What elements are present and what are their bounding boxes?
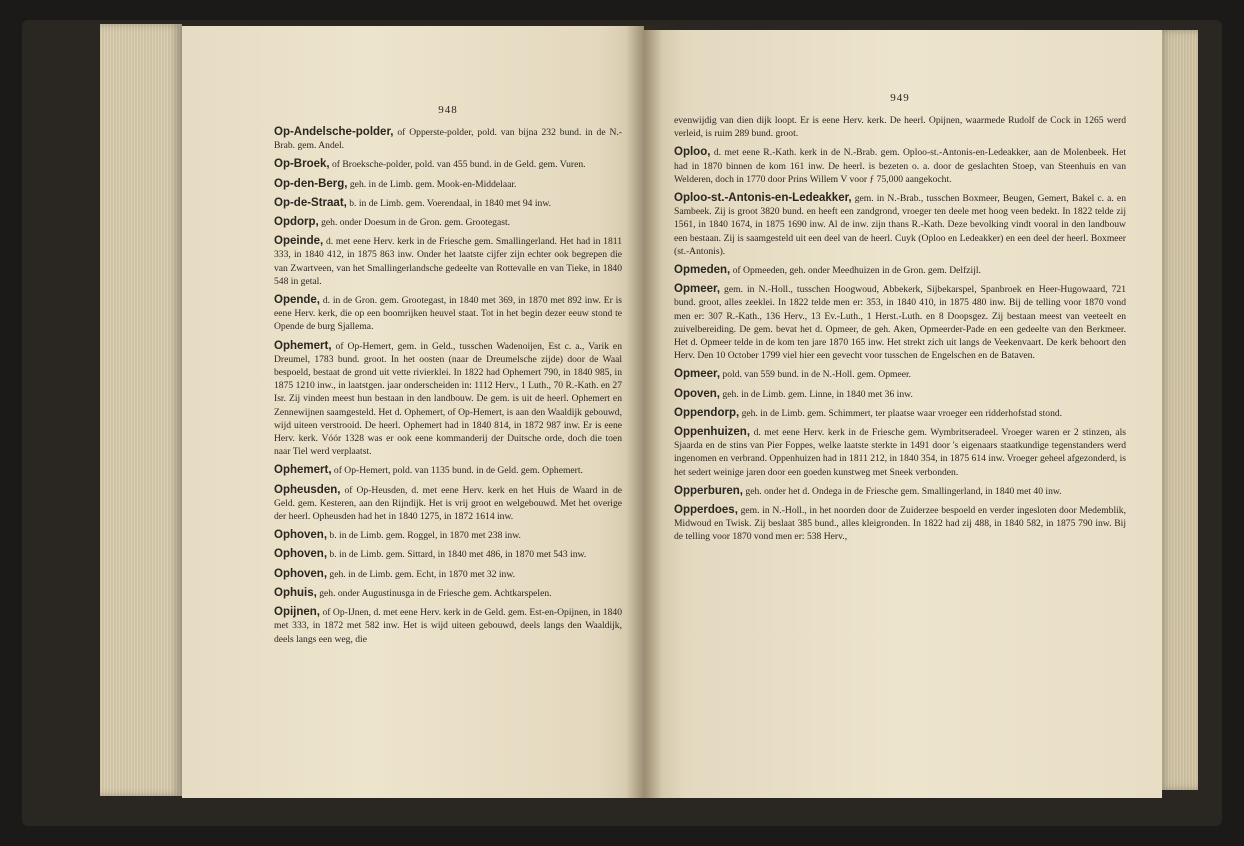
entry-text: d. met eene Herv. kerk in de Friesche gem. Smallingerland. Het had in 1811 333, in 1840 412, in 1875 863 inw. Onder het laatste cijfer zijn echter ook begrepen die van Zwartveen, van het Smallingerlandsche gedeelte van Rottevalle en van Tieke, in 1840 548 in getal. <box>274 236 622 287</box>
entry-headword: Opeinde, <box>274 235 324 248</box>
entry-text: geh. onder het d. Ondega in de Friesche gem. Smallingerland, in 1840 met 40 inw. <box>743 485 1062 497</box>
dictionary-entry <box>274 529 622 542</box>
dictionary-entry <box>274 484 622 524</box>
entry-headword: Opende, <box>274 294 321 307</box>
dictionary-entry <box>674 388 1126 401</box>
dictionary-entry <box>274 178 622 191</box>
entry-text: of Op-Hemert, pold. van 1135 bund. in de Geld. gem. Ophemert. <box>331 465 583 477</box>
dictionary-entry <box>274 587 622 600</box>
entry-headword: Op-Andelsche-polder, <box>274 126 394 138</box>
gutter <box>626 26 662 798</box>
entry-headword: Opdorp, <box>274 216 319 229</box>
page-edges-left <box>100 24 182 796</box>
dictionary-entry <box>274 294 622 334</box>
entry-headword: Opoven, <box>674 387 721 400</box>
dictionary-entry <box>674 114 1126 140</box>
dictionary-entry <box>674 407 1126 420</box>
entry-headword: Oppendorp, <box>674 406 740 419</box>
dictionary-entry <box>274 235 622 288</box>
dictionary-entry <box>674 283 1126 362</box>
dictionary-entry <box>674 504 1126 544</box>
entry-text: d. in de Gron. gem. Grootegast, in 1840 met 369, in 1870 met 892 inw. Er is eene Herv. kerk, die op een boomrijken heuvel staat. Tot in het begin dezer eeuw stond te Opende de burg Sjallema. <box>274 295 622 333</box>
entry-headword: Ophemert, <box>274 464 332 477</box>
entry-headword: Oppenhuizen, <box>674 426 751 439</box>
page-number: 948 <box>438 104 458 116</box>
entry-headword: Op-de-Straat, <box>274 196 347 209</box>
dictionary-entry <box>274 216 622 229</box>
page-edges-right <box>1158 30 1198 790</box>
entry-text: geh. onder Augustinusga in de Friesche gem. Achtkarspelen. <box>316 587 552 599</box>
entry-text: of Op-IJnen, d. met eene Herv. kerk in de Geld. gem. Est-en-Opijnen, in 1840 met 333, in 1872 met 582 inw. Het is wijd uiteen gebouwd, deels langs den Waaldijk, deels langs een weg, die <box>274 607 622 645</box>
entry-headword: Opperburen, <box>674 484 744 497</box>
entry-headword: Opmeden, <box>674 264 731 277</box>
dictionary-entry <box>274 197 622 210</box>
entry-headword: Opmeer, <box>674 283 721 296</box>
dictionary-entry <box>674 264 1126 277</box>
left-page <box>182 26 644 798</box>
entry-headword: Opmeer, <box>674 368 721 381</box>
entry-text: of Opperste-polder, pold. van bijna 232 bund. in de N.-Brab. gem. Andel. <box>274 127 622 152</box>
entry-text: geh. onder Doesum in de Gron. gem. Grootegast. <box>318 217 511 229</box>
entry-headword: Op-den-Berg, <box>274 177 348 190</box>
entry-text: evenwijdig van dien dijk loopt. Er is eene Herv. kerk. De heerl. Opijnen, waarmede Rudolf de Cock in 1265 werd verleid, is ruim 289 bund. groot. <box>674 115 1126 140</box>
dictionary-entry <box>674 146 1126 186</box>
dictionary-entry <box>274 606 622 646</box>
entry-text: of Op-Heusden, d. met eene Herv. kerk en het Huis de Waard in de Geld. gem. Kesteren, aan den Rijndijk. Het is vrij groot en welgebouwd. Met het overige der heerl. Opheusden had het in 1840 1275, in 1872 1614 inw. <box>274 484 622 523</box>
entry-headword: Oploo, <box>674 146 711 159</box>
entry-text: geh. in de Limb. gem. Schimmert, ter plaatse waar vroeger een ridderhofstad stond. <box>739 407 1063 419</box>
entry-headword: Ophemert, <box>274 339 332 352</box>
entry-text: b. in de Limb. gem. Voerendaal, in 1840 met 94 inw. <box>346 197 552 209</box>
entry-headword: Ophuis, <box>274 586 317 599</box>
entry-text: gem. in N.-Holl., in het noorden door de Zuiderzee bespoeld en verder ingesloten door Medemblik, Midwoud en Twisk. Zij beslaat 385 bund., alles kleigronden. In 1822 had zij 488, in 1840 582, in 1875 790 inw. Bij de telling voor 1870 vond men er: 538 Herv., <box>674 505 1126 543</box>
entry-text: pold. van 559 bund. in de N.-Holl. gem. Opmeer. <box>720 369 912 381</box>
entry-text: geh. in de Limb. gem. Linne, in 1840 met 36 inw. <box>720 388 913 400</box>
dictionary-entry <box>274 464 622 477</box>
entry-headword: Opheusden, <box>274 483 341 496</box>
dictionary-entry <box>674 192 1126 258</box>
entry-text: geh. in de Limb. gem. Echt, in 1870 met 32 inw. <box>327 568 516 580</box>
entry-text: b. in de Limb. gem. Roggel, in 1870 met 238 inw. <box>327 530 521 542</box>
entry-text: of Broeksche-polder, pold. van 455 bund. in de Geld. gem. Vuren. <box>329 159 586 171</box>
entry-text: of Op-Hemert, gem. in Geld., tusschen Wadenoijen, Est c. a., Varik en Dreumel, 1783 bund. groot. In het oosten (naar de Dreumelsche zijde) door de Waal bespoeld, bestaat de grond uit vette rivierklei. In 1822 had Ophemert 790, in 1840 985, in 1875 1210 inw., in laatstgen. jaar onderscheiden in: 1112 Herv., 1 Luth., 70 R.-Kath. en 27 Isr. Zij vinden meest hun bestaan in den landbouw. De gem. is uit de heerl. Ophemert en Zennewijnen saamgesteld. Het d. Ophemert, of Op-Hemert, is aan den Waaldijk gebouwd, wijd uiteen verstrooid. De heerl. Ophemert had in 1840 814, in 1872 987 inw. Er is eene Herv. kerk. Vóór 1328 was er ook eene kommanderij der Duitsche orde, doch die toen naar Tiel werd verplaatst. <box>274 340 622 458</box>
entry-headword: Ophoven, <box>274 529 328 542</box>
entry-text: b. in de Limb. gem. Sittard, in 1840 met 486, in 1870 met 543 inw. <box>327 549 587 561</box>
entry-list <box>274 126 622 646</box>
entry-text: of Opmeeden, geh. onder Meedhuizen in de Gron. gem. Delfzijl. <box>730 265 981 277</box>
dictionary-entry <box>674 426 1126 479</box>
entry-headword: Ophoven, <box>274 548 328 561</box>
dictionary-entry <box>274 158 622 171</box>
dictionary-entry <box>274 548 622 561</box>
entry-list <box>674 114 1126 544</box>
entry-headword: Oploo-st.-Antonis-en-Ledeakker, <box>674 192 852 205</box>
entry-text: gem. in N.-Holl., tusschen Hoogwoud, Abbekerk, Sijbekarspel, Spanbroek en Heer-Hugowaard, 721 bund. groot, alles zeeklei. In 1822 telde men er: 353, in 1840 410, in 1875 480 inw. Bij de telling voor 1870 vond men er: 307 R.-Kath., 136 Herv., 13 Ev.-Luth., 1 Herst.-Luth. en 8 Doopsgez. Zij bestaan meest van veeteelt en zuivelbereiding. De gem. bevat het d. Opmeer, de geh. Aken, Opmeerder-Pade en een gedeelte van den Berkmeer. Het d. Opmeer telde in de kom ten jare 1870 165 inw. Het strekt zich uit langs de Veekenvaart. De kerk behoort den Herv. Den 10 October 1799 viel hier een gevecht voor tusschen de Engelschen en de Bataven. <box>674 284 1126 362</box>
dictionary-entry <box>274 126 622 152</box>
entry-text: geh. in de Limb. gem. Mook-en-Middelaar. <box>347 178 517 190</box>
entry-headword: Op-Broek, <box>274 158 330 171</box>
entry-text: d. met eene R.-Kath. kerk in de N.-Brab. gem. Oploo-st.-Antonis-en-Ledeakker, aan de Molenbeek. Het had in 1870 binnen de kom 161 inw. De heerl. is bezeten o. a. door de geslachten Stoep, van Steenhuis en van Welderen, doch in 1770 door Prins Willem V voor ƒ 75,000 aangekocht. <box>674 147 1126 185</box>
entry-headword: Opijnen, <box>274 606 320 619</box>
dictionary-entry <box>674 485 1126 498</box>
dictionary-entry <box>274 340 622 459</box>
dictionary-entry <box>674 368 1126 381</box>
right-page <box>644 30 1162 798</box>
entry-headword: Ophoven, <box>274 567 328 580</box>
entry-headword: Opperdoes, <box>674 504 738 517</box>
dictionary-entry <box>274 568 622 581</box>
entry-text: gem. in N.-Brab., tusschen Boxmeer, Beugen, Gemert, Bakel c. a. en Sambeek. Zij is groot 3820 bund. en heeft een zandgrond, vroeger ten deele met hoog veen bedekt. In 1822 telde zij 1561, in 1840 1674, in 1875 1690 inw. Al de inw. zijn thans R.-Kath. Deze bevolking vindt vooral in den landbouw een bestaan. Zij is saamgesteld uit een deel van de heerl. Cuyk (Oploo en Ledeakker) en een deel der heerl. Boxmeer (st.-Antonis). <box>674 193 1126 257</box>
entry-text: d. met eene Herv. kerk in de Friesche gem. Wymbritseradeel. Vroeger waren er 2 stinzen, als Sjaarda en de stins van Pier Foppes, welke laatste sterkte in 1491 door 's eigenaars staatkundige tegenstanders werd ingenomen en verbrand. Oppenhuizen had in 1811 212, in 1840 354, in 1875 614 inw. Vroeger geheel afgezonderd, is het sedert weinige jaren door een goeden kunstweg met Sneek verbonden. <box>674 427 1126 478</box>
page-number: 949 <box>890 92 910 104</box>
